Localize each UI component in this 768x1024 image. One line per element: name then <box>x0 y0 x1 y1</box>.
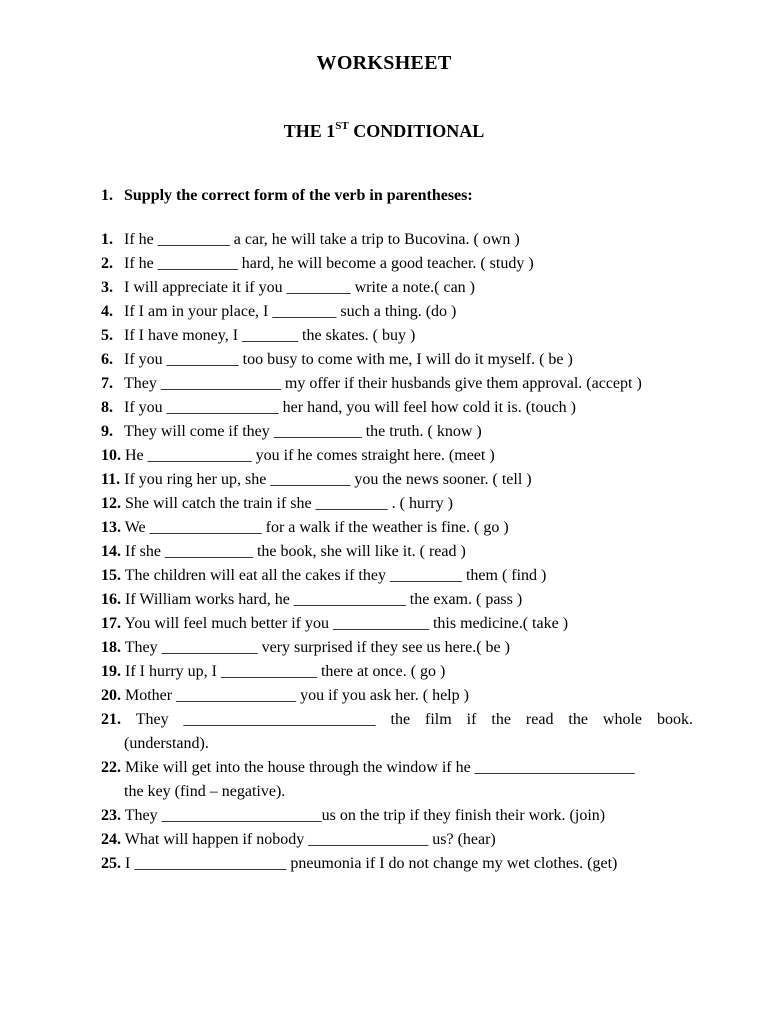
item-text: She will catch the train if she _________ . ( hurry ) <box>125 495 453 512</box>
exercise-item <box>101 324 701 348</box>
item-text: If William works hard, he ______________ the exam. ( pass ) <box>125 591 523 608</box>
item-text: They ____________ very surprised if they see us here.( be ) <box>124 639 510 656</box>
exercise-item <box>101 228 701 252</box>
subtitle-superscript: ST <box>335 120 349 132</box>
exercise-item <box>101 276 701 300</box>
item-text: I ___________________ pneumonia if I do not change my wet clothes. (get) <box>125 855 618 872</box>
item-text: I will appreciate it if you ________ write a note.( can ) <box>124 279 475 296</box>
item-text: They ________________________ the film if the read the whole book. <box>135 711 693 728</box>
item-text: If I am in your place, I ________ such a thing. (do ) <box>124 303 457 320</box>
item-number: 5. <box>101 327 113 344</box>
item-text: If you ______________ her hand, you will feel how cold it is. (touch ) <box>124 399 576 416</box>
item-number: 25. <box>101 855 121 872</box>
item-text: They _______________ my offer if their husbands give them approval. (accept ) <box>124 375 642 392</box>
item-number: 6. <box>101 351 113 368</box>
item-number: 8. <box>101 399 113 416</box>
subtitle-pre: THE 1 <box>283 121 336 141</box>
exercise-item <box>101 564 701 588</box>
item-text: You will feel much better if you ____________ this medicine.( take ) <box>124 615 569 632</box>
exercise-item <box>101 444 701 468</box>
item-number: 14. <box>101 543 121 560</box>
exercise-item <box>101 612 701 636</box>
exercise-item <box>101 516 701 540</box>
item-text: What will happen if nobody _______________ us? (hear) <box>124 831 496 848</box>
item-text: If I hurry up, I ____________ there at once. ( go ) <box>125 663 446 680</box>
page-subtitle <box>0 121 768 142</box>
item-text: If you ring her up, she __________ you the news sooner. ( tell ) <box>124 471 532 488</box>
exercise-item <box>101 348 701 372</box>
item-continuation: (understand). <box>124 735 209 752</box>
item-text: If she ___________ the book, she will like it. ( read ) <box>125 543 466 560</box>
item-number: 15. <box>101 567 121 584</box>
instruction <box>101 187 473 205</box>
item-number: 22. <box>101 759 121 776</box>
item-number: 20. <box>101 687 121 704</box>
exercise-item <box>101 300 701 324</box>
item-number: 12. <box>101 495 121 512</box>
exercise-item <box>101 756 701 780</box>
exercise-item <box>101 684 701 708</box>
item-number: 23. <box>101 807 121 824</box>
item-number: 1. <box>101 231 113 248</box>
item-text: If you _________ too busy to come with me, I will do it myself. ( be ) <box>124 351 573 368</box>
exercise-item <box>101 804 701 828</box>
exercise-item <box>101 492 701 516</box>
item-number: 10. <box>101 447 121 464</box>
subtitle-post: CONDITIONAL <box>348 121 485 141</box>
exercise-item <box>101 252 701 276</box>
item-continuation: the key (find – negative). <box>124 783 286 800</box>
exercise-item <box>101 540 701 564</box>
item-text: If he _________ a car, he will take a trip to Bucovina. ( own ) <box>124 231 520 248</box>
item-number: 11. <box>101 471 121 488</box>
item-text: We ______________ for a walk if the weather is fine. ( go ) <box>124 519 509 536</box>
item-number: 21. <box>101 711 121 728</box>
exercise-item <box>101 468 701 492</box>
item-number: 17. <box>101 615 121 632</box>
exercise-item <box>101 852 701 876</box>
instruction-number: 1. <box>101 187 113 204</box>
exercise-item <box>101 828 701 852</box>
item-text: They ____________________us on the trip if they finish their work. (join) <box>124 807 606 824</box>
instruction-text: Supply the correct form of the verb in parentheses: <box>124 187 473 204</box>
item-number: 7. <box>101 375 113 392</box>
item-number: 13. <box>101 519 121 536</box>
item-number: 18. <box>101 639 121 656</box>
item-text: They will come if they ___________ the truth. ( know ) <box>124 423 482 440</box>
item-text: If he __________ hard, he will become a good teacher. ( study ) <box>124 255 534 272</box>
item-number: 9. <box>101 423 113 440</box>
exercise-item <box>101 588 701 612</box>
item-text: The children will eat all the cakes if they _________ them ( find ) <box>124 567 547 584</box>
item-number: 16. <box>101 591 121 608</box>
exercise-item <box>101 660 701 684</box>
exercise-item <box>101 708 693 732</box>
exercise-item <box>101 420 701 444</box>
exercise-list <box>101 228 701 876</box>
page-title: WORKSHEET <box>316 52 452 74</box>
item-text: Mike will get into the house through the window if he ____________________ <box>125 759 635 776</box>
item-text: Mother _______________ you if you ask her. ( help ) <box>125 687 469 704</box>
exercise-item <box>101 636 701 660</box>
item-text: He _____________ you if he comes straight here. (meet ) <box>125 447 495 464</box>
exercise-item <box>101 396 701 420</box>
item-number: 3. <box>101 279 113 296</box>
item-number: 19. <box>101 663 121 680</box>
item-number: 24. <box>101 831 121 848</box>
item-text: If I have money, I _______ the skates. ( buy ) <box>124 327 416 344</box>
exercise-item <box>101 372 701 396</box>
item-number: 4. <box>101 303 113 320</box>
item-number: 2. <box>101 255 113 272</box>
